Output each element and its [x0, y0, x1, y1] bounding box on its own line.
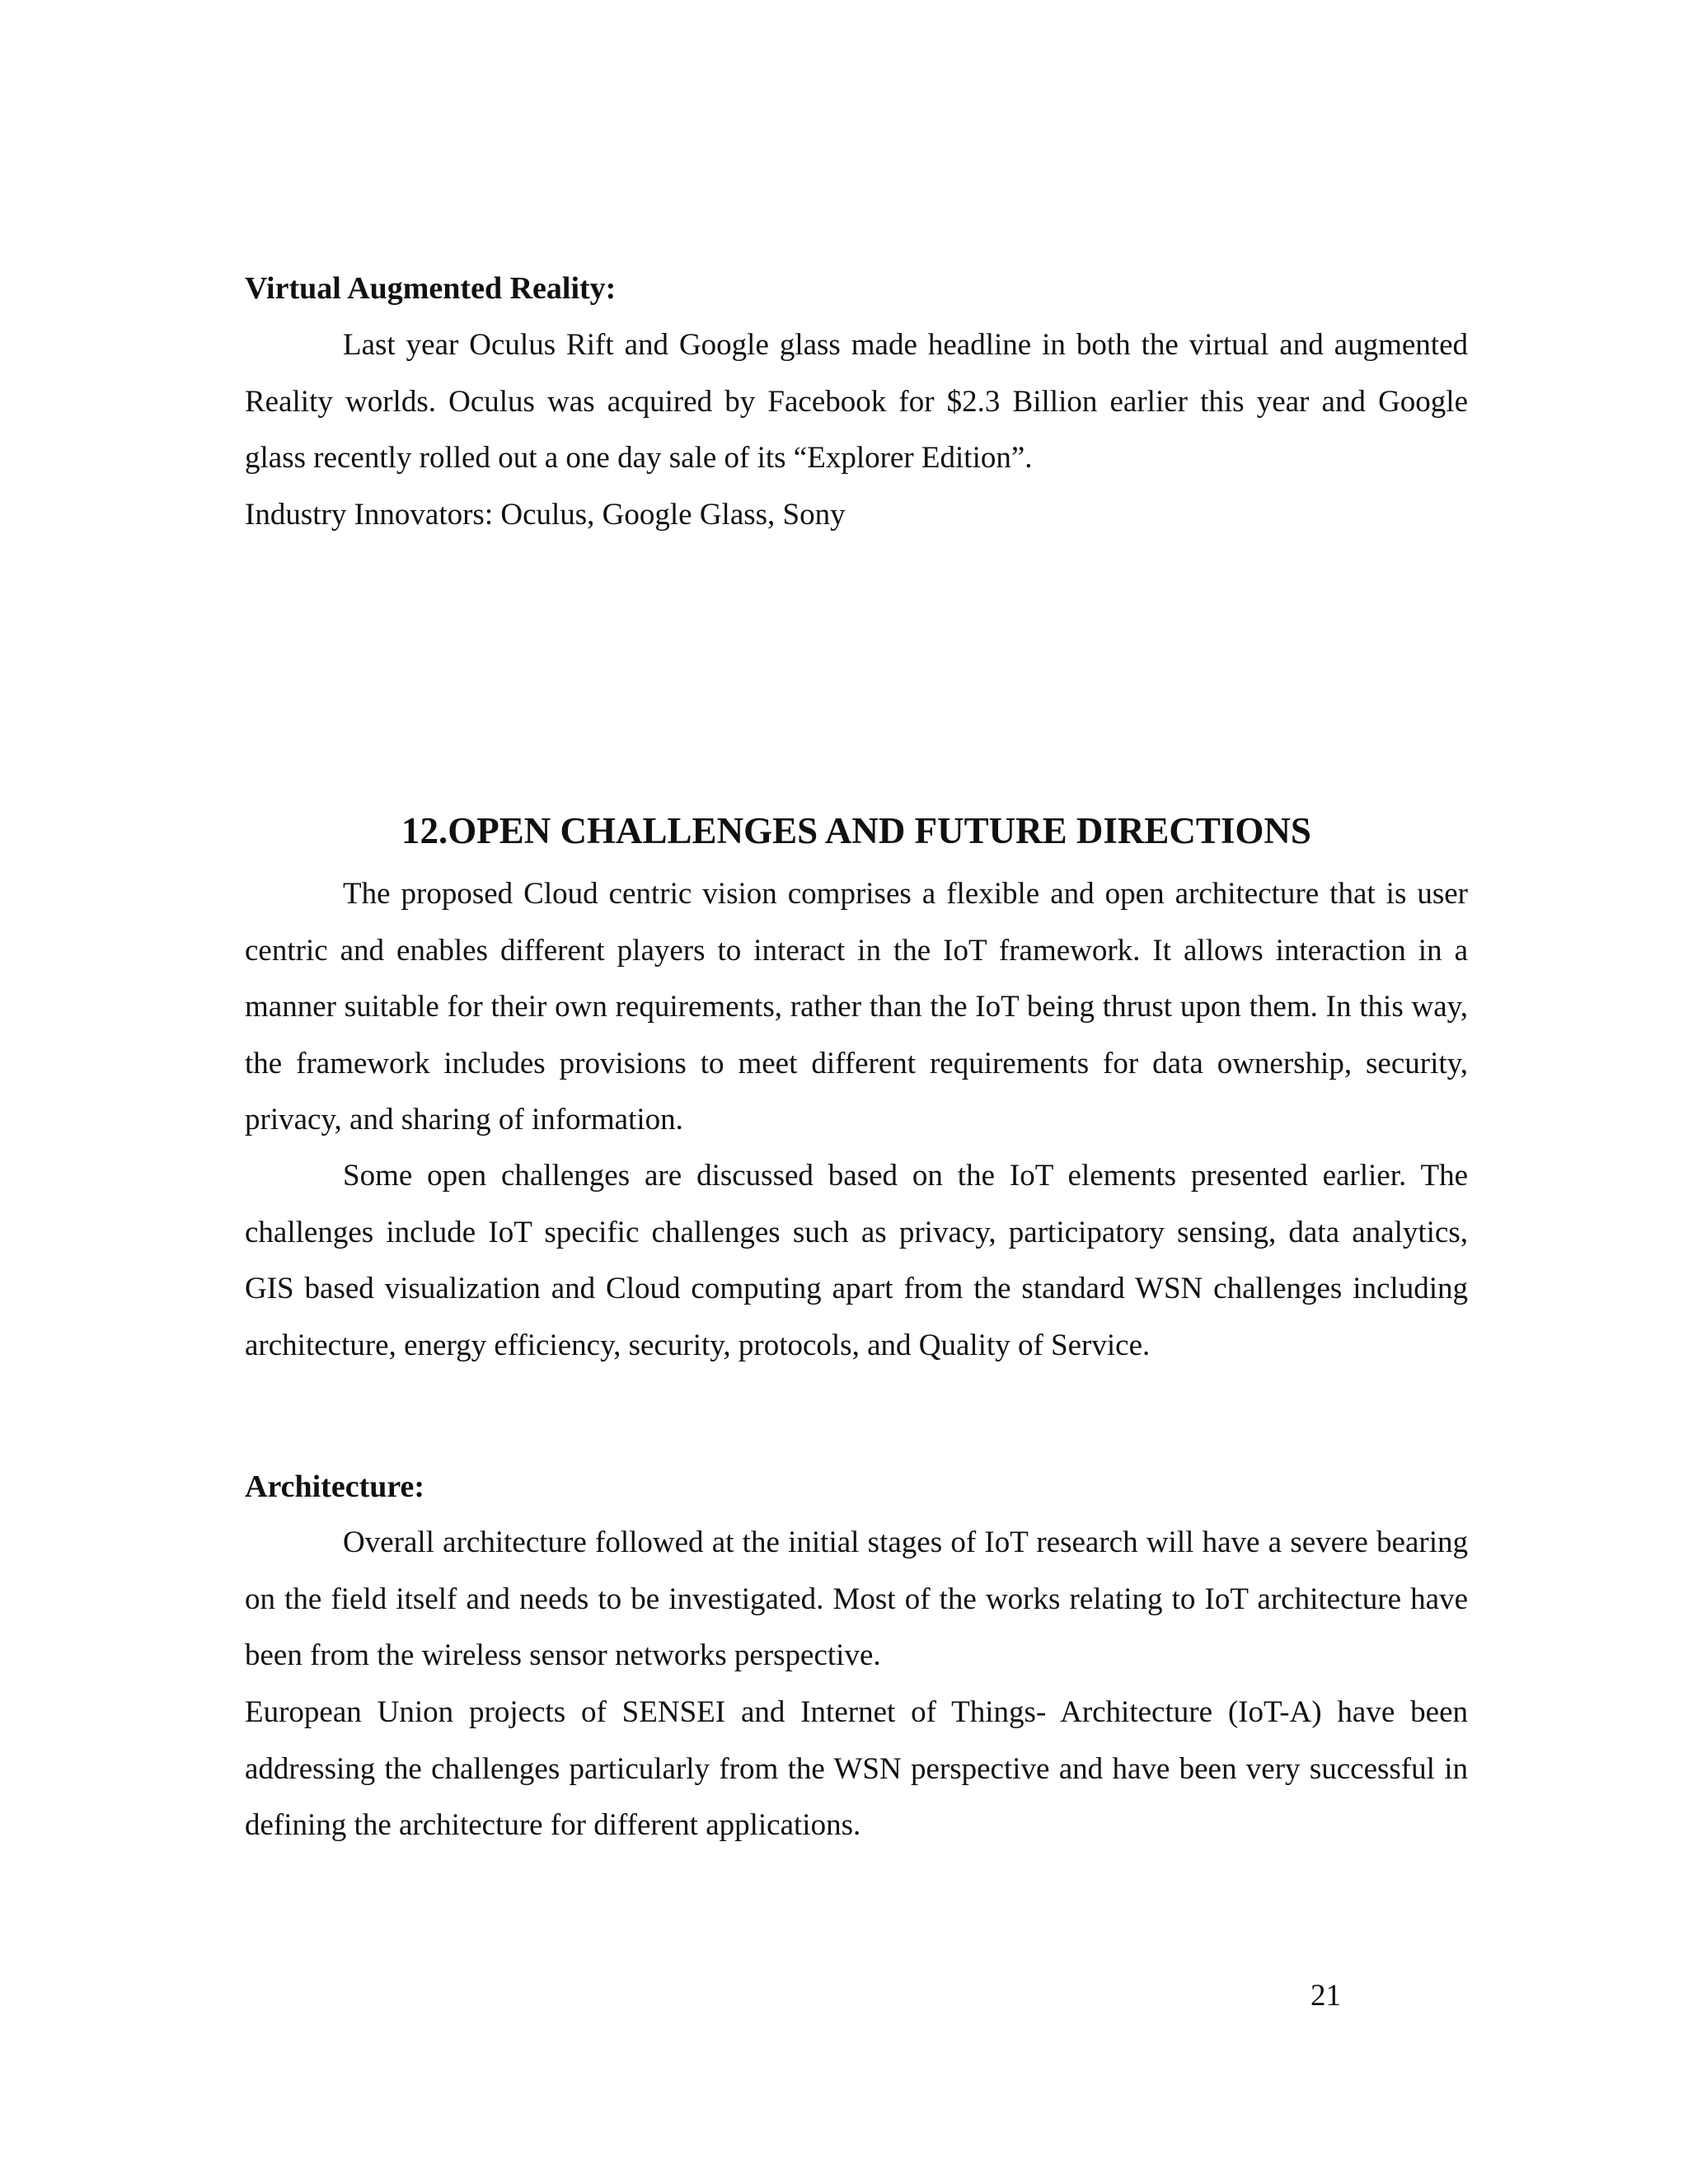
architecture-paragraph-2: European Union projects of SENSEI and Internet of Things- Architecture (IoT-A) have been addressing the challenges particularly from the WSN perspective and have been very successful in defining the architecture for different applications. — [245, 1695, 1468, 1842]
page-number: 21 — [1311, 1979, 1341, 2013]
vr-heading: Virtual Augmented Reality: — [245, 271, 617, 306]
document-page — [245, 0, 1468, 2184]
challenges-paragraph-1: The proposed Cloud centric vision comprises a flexible and open architecture that is user centric and enables different players to interact in the IoT framework. It allows interaction in a manner suitable for their own requirements, rather than the IoT being thrust upon them. In this way, the framework includes provisions to meet different requirements for data ownership, security, privacy, and sharing of information. — [245, 877, 1468, 1137]
challenges-paragraph-2: Some open challenges are discussed based on the IoT elements presented earlier. The challenges include IoT specific challenges such as privacy, participatory sensing, data analytics, GIS based visualization and Cloud computing apart from the standard WSN challenges including architecture, energy efficiency, security, protocols, and Quality of Service. — [245, 1159, 1468, 1362]
vr-innovators: Industry Innovators: Oculus, Google Glass, Sony — [245, 498, 846, 532]
vr-paragraph: Last year Oculus Rift and Google glass made headline in both the virtual and augmented Reality worlds. Oculus was acquired by Facebook for $2.3 Billion earlier this year and Google glass recently rolled out a one day sale of its “Explorer Edition”. — [245, 328, 1468, 475]
section-title-open-challenges: 12.OPEN CHALLENGES AND FUTURE DIRECTIONS — [401, 810, 1311, 851]
architecture-heading: Architecture: — [245, 1469, 425, 1504]
architecture-paragraph-1: Overall architecture followed at the initial stages of IoT research will have a severe bearing on the field itself and needs to be investigated. Most of the works relating to IoT architecture have been from the wireless sensor networks perspective. — [245, 1526, 1468, 1672]
